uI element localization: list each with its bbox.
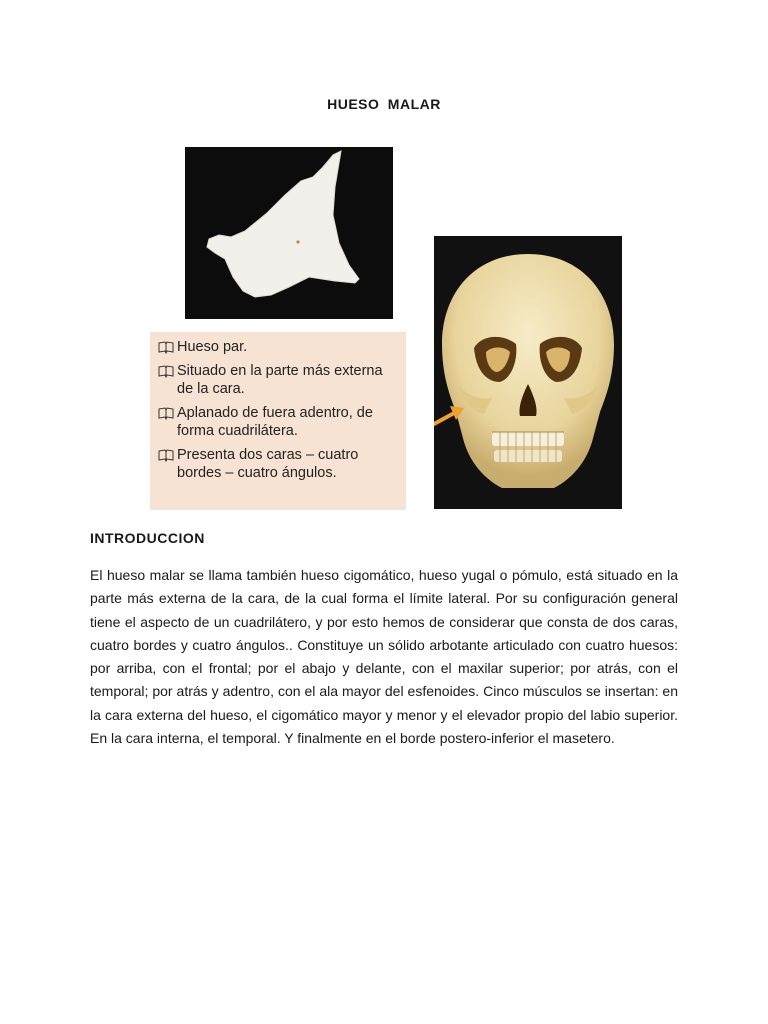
book-icon [158, 407, 174, 420]
info-item [158, 362, 398, 398]
skull-drawing [434, 236, 622, 509]
info-item [158, 404, 398, 440]
info-item [158, 446, 398, 482]
book-icon [158, 365, 174, 378]
body-paragraph: El hueso malar se llama también hueso cigomático, hueso yugal o pómulo, está situado en la parte más externa de la cara, de la cual forma el límite lateral. Por su configuración general tiene el aspecto de un cuadrilátero, y por esto hemos de considerar que consta de dos caras, cuatro bordes y cuatro ángulos.. Constituye un sólido arbotante articulado con cuatro huesos: por arriba, con el frontal; por el abajo y delante, con el maxilar superior; por atrás, con el temporal; por atrás y adentro, con el ala mayor del esfenoides. Cinco músculos se insertan: en la cara externa del hueso, el cigomático mayor y menor y el elevador propio del labio superior. En la cara interna, el temporal. Y finalmente en el borde postero-inferior el masetero. [90, 567, 678, 747]
malar-bone-drawing [185, 147, 393, 319]
info-box [150, 332, 406, 510]
section-heading: INTRODUCCION [90, 530, 205, 546]
malar-bone-image [185, 147, 393, 319]
info-item-text: Hueso par. [177, 339, 248, 355]
book-icon [158, 449, 174, 462]
info-item-text: Presenta dos caras – cuatro bordes – cuatro ángulos. [177, 447, 359, 481]
page-title: HUESO MALAR [327, 96, 441, 112]
info-item-text: Aplanado de fuera adentro, de forma cuadrilátera. [177, 405, 373, 439]
book-icon [158, 341, 174, 354]
info-item [158, 338, 398, 356]
info-item-text: Situado en la parte más externa de la cara. [177, 363, 383, 397]
skull-image [434, 236, 622, 509]
